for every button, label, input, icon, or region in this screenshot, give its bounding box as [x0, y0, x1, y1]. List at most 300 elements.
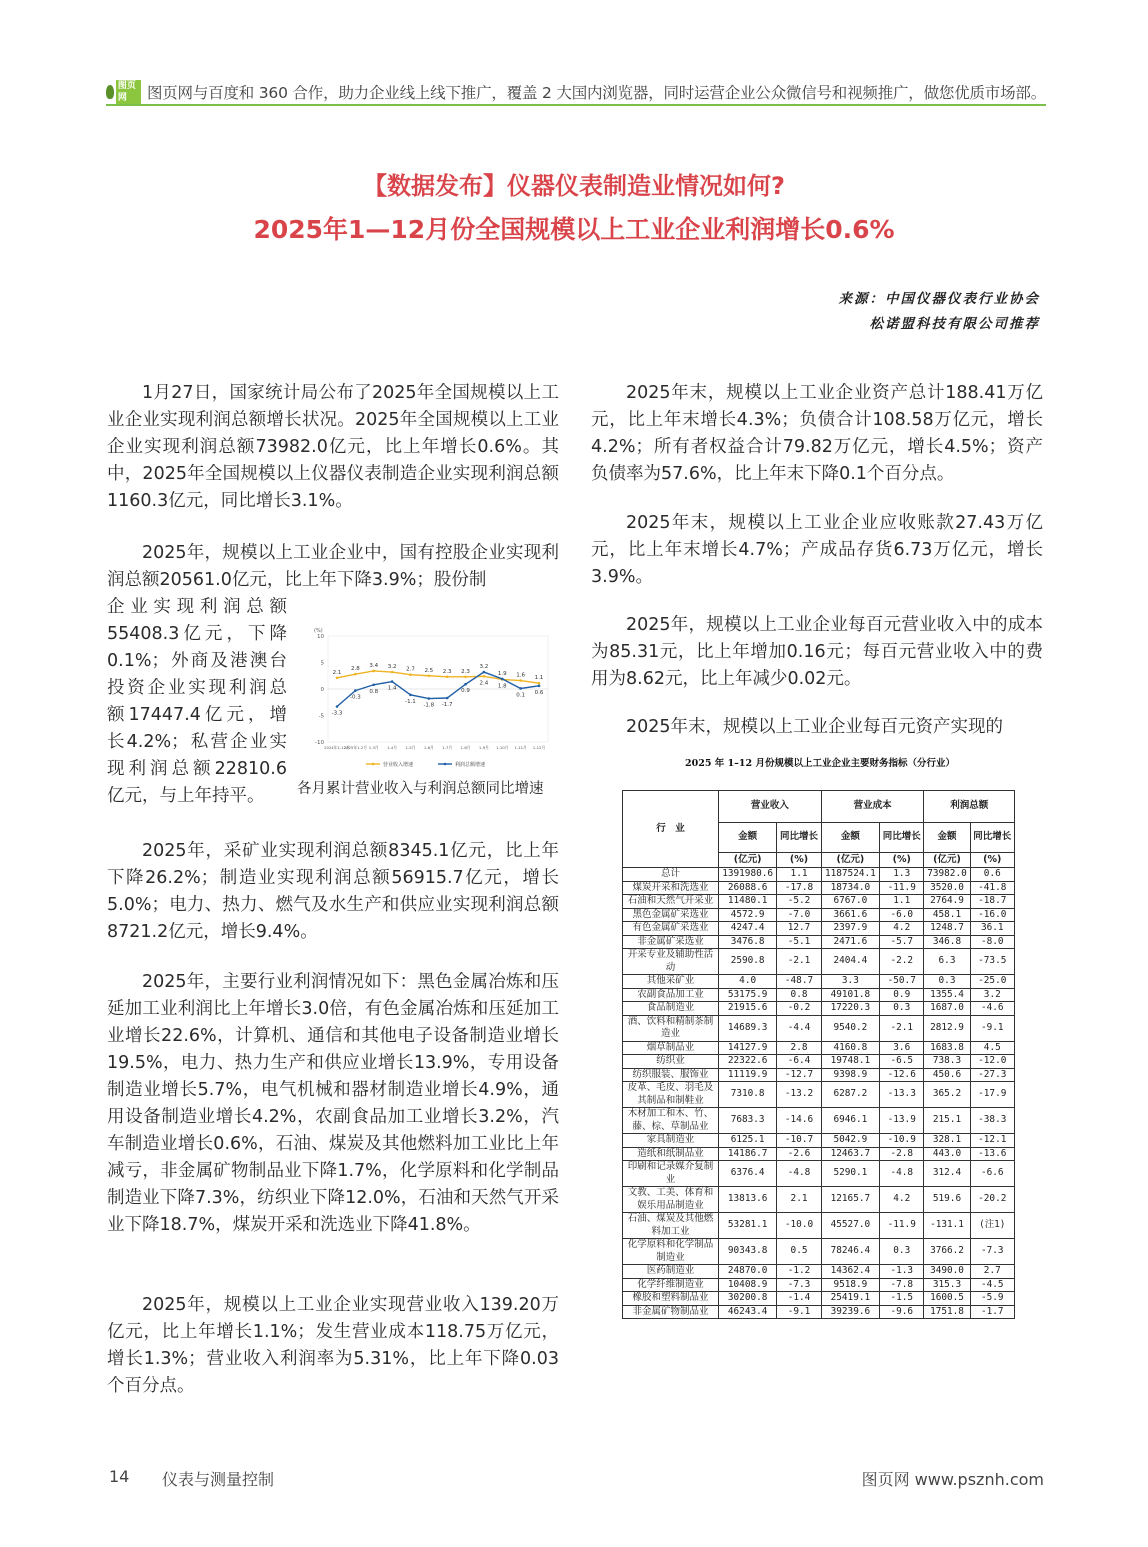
- value-cell: 6.3: [924, 949, 970, 975]
- leaf-icon: [106, 85, 114, 99]
- table-row: [623, 1213, 1015, 1239]
- value-cell: 312.4: [924, 1161, 970, 1187]
- industry-cell: 开采专业及辅助性活动: [623, 949, 719, 975]
- paragraph-line: 额17447.4亿元，增: [107, 705, 287, 725]
- value-cell: 12463.7: [821, 1147, 879, 1161]
- value-cell: 2.1: [777, 1187, 821, 1213]
- growth-line-chart: [304, 624, 556, 774]
- paragraph: 2025年，主要行业利润情况如下：黑色金属冶炼和压延加工业利润比上年增长3.0倍，有色金属冶炼和压延加工业增长22.6%，计算机、通信和其他电子设备制造业增长19.5%，电力、热力生产和供应业增长13.9%，专用设备制造业增长5.7%，电气机械和器材制造业增长4.9%，通用设备制造业增长4.2%，农副食品加工业增长3.2%，汽车制造业增长0.6%，石油、煤炭及其他燃料加工业比上年减亏，非金属矿物制品业下降1.7%，化学原料和化学制品制造业下降7.3%，纺织业下降12.0%，石油和天然气开采业下降18.7%，煤炭开采和洗选业下降41.8%。: [107, 972, 559, 1235]
- value-cell: 14362.4: [821, 1265, 879, 1279]
- amount-header: 金额: [719, 823, 777, 853]
- value-cell: 90343.8: [719, 1239, 777, 1265]
- svg-text:-10: -10: [315, 740, 324, 746]
- value-cell: -2.1: [777, 949, 821, 975]
- value-cell: -2.6: [777, 1147, 821, 1161]
- value-cell: -18.7: [970, 895, 1014, 909]
- value-cell: 9398.9: [821, 1068, 879, 1082]
- growth-header: 同比增长: [777, 823, 821, 853]
- industry-cell: 印刷和记录媒介复制业: [623, 1161, 719, 1187]
- svg-text:0.8: 0.8: [369, 688, 379, 695]
- value-cell: -6.4: [777, 1055, 821, 1069]
- industry-cell: 石油、煤炭及其他燃料加工业: [623, 1213, 719, 1239]
- svg-text:1.6: 1.6: [516, 672, 526, 679]
- svg-text:1-3月: 1-3月: [368, 745, 379, 750]
- value-cell: 0.8: [777, 988, 821, 1002]
- table-row: [623, 949, 1015, 975]
- value-cell: 0.6: [970, 868, 1014, 882]
- value-cell: -12.1: [970, 1134, 1014, 1148]
- value-cell: 2590.8: [719, 949, 777, 975]
- table-row: [623, 1278, 1015, 1292]
- value-cell: -5.1: [777, 935, 821, 949]
- svg-text:营业收入增速: 营业收入增速: [383, 762, 414, 768]
- article-source: 来源：中国仪器仪表行业协会: [838, 291, 1040, 307]
- value-cell: -4.8: [777, 1161, 821, 1187]
- industry-cell: 皮革、毛皮、羽毛及其制品和制鞋业: [623, 1082, 719, 1108]
- industry-cell: 酒、饮料和精制茶制造业: [623, 1015, 719, 1041]
- site-logo[interactable]: [106, 83, 141, 101]
- value-cell: 315.3: [924, 1278, 970, 1292]
- value-cell: 1751.8: [924, 1305, 970, 1319]
- value-cell: 21915.6: [719, 1002, 777, 1016]
- svg-text:2025年1-2月: 2025年1-2月: [343, 745, 368, 750]
- table-row: [623, 908, 1015, 922]
- value-cell: 4.0: [719, 975, 777, 989]
- paragraph-line: 55408.3亿元，下降: [107, 624, 287, 644]
- table-row: [623, 935, 1015, 949]
- value-cell: 2471.6: [821, 935, 879, 949]
- value-cell: 12.7: [777, 922, 821, 936]
- industry-cell: 纺织服装、服饰业: [623, 1068, 719, 1082]
- value-cell: 7683.3: [719, 1108, 777, 1134]
- industry-cell: 化学纤维制造业: [623, 1278, 719, 1292]
- value-cell: 4.5: [970, 1041, 1014, 1055]
- value-cell: 0.3: [880, 1002, 924, 1016]
- table-row: [623, 1134, 1015, 1148]
- journal-name: 仪表与测量控制: [162, 1470, 275, 1489]
- value-cell: -9.1: [970, 1015, 1014, 1041]
- table-row: [623, 1068, 1015, 1082]
- value-cell: -7.3: [970, 1239, 1014, 1265]
- value-cell: 458.1: [924, 908, 970, 922]
- growth-header: 同比增长: [970, 823, 1014, 853]
- paragraph: 2025年，规模以上工业企业每百元营业收入中的成本为85.31元，比上年增加0.16元；每百元营业收入中的费用为8.62元，比上年减少0.02元。: [591, 615, 1043, 689]
- svg-text:1.4: 1.4: [387, 685, 397, 692]
- value-cell: -50.7: [880, 975, 924, 989]
- table-row: [623, 881, 1015, 895]
- value-cell: 2812.9: [924, 1015, 970, 1041]
- value-cell: 14186.7: [719, 1147, 777, 1161]
- paragraph-line: 0.1%；外商及港澳台: [107, 651, 287, 671]
- industry-cell: 黑色金属矿采选业: [623, 908, 719, 922]
- svg-text:2.1: 2.1: [332, 669, 342, 676]
- top-banner: [106, 80, 1046, 106]
- industry-cell: 石油和天然气开采业: [623, 895, 719, 909]
- value-cell: -14.6: [777, 1108, 821, 1134]
- svg-text:1-8月: 1-8月: [460, 745, 471, 750]
- value-cell: 17220.3: [821, 1002, 879, 1016]
- industry-cell: 非金属矿采选业: [623, 935, 719, 949]
- value-cell: 3.3: [821, 975, 879, 989]
- svg-text:-5: -5: [318, 713, 324, 720]
- value-cell: 3661.6: [821, 908, 879, 922]
- value-cell: -6.0: [880, 908, 924, 922]
- value-cell: 11480.1: [719, 895, 777, 909]
- value-cell: 30200.8: [719, 1292, 777, 1306]
- value-cell: -1.7: [970, 1305, 1014, 1319]
- value-cell: 0.3: [880, 1239, 924, 1265]
- value-cell: -8.0: [970, 935, 1014, 949]
- value-cell: -11.9: [880, 1213, 924, 1239]
- value-cell: -5.2: [777, 895, 821, 909]
- value-cell: -41.8: [970, 881, 1014, 895]
- table-row: [623, 1041, 1015, 1055]
- value-cell: -6.5: [880, 1055, 924, 1069]
- value-cell: 1187524.1: [821, 868, 879, 882]
- value-cell: 346.8: [924, 935, 970, 949]
- svg-text:-3.3: -3.3: [331, 710, 343, 717]
- value-cell: -131.1: [924, 1213, 970, 1239]
- industry-cell: 医药制造业: [623, 1265, 719, 1279]
- value-cell: 6946.1: [821, 1108, 879, 1134]
- unit-label: (亿元): [924, 853, 970, 868]
- value-cell: 4.2: [880, 922, 924, 936]
- industry-cell: 造纸和纸制品业: [623, 1147, 719, 1161]
- industry-cell: 食品制造业: [623, 1002, 719, 1016]
- value-cell: 2404.4: [821, 949, 879, 975]
- value-cell: -17.9: [970, 1082, 1014, 1108]
- paragraph: 2025年末，规模以上工业企业资产总计188.41万亿元，比上年末增长4.3%；负债合计108.58万亿元，增长4.2%；所有者权益合计79.82万亿元，增长4.5%；资产负债率为57.6%，比上年末下降0.1个百分点。: [591, 383, 1043, 484]
- growth-header: 同比增长: [880, 823, 924, 853]
- svg-text:1-6月: 1-6月: [423, 745, 434, 750]
- value-cell: 328.1: [924, 1134, 970, 1148]
- value-cell: -12.7: [777, 1068, 821, 1082]
- value-cell: -13.9: [880, 1108, 924, 1134]
- value-cell: 25419.1: [821, 1292, 879, 1306]
- svg-text:0.1: 0.1: [516, 692, 526, 699]
- value-cell: -5.9: [970, 1292, 1014, 1306]
- value-cell: 12165.7: [821, 1187, 879, 1213]
- value-cell: 18734.0: [821, 881, 879, 895]
- paragraph-line: 现利润总额22810.6: [107, 759, 287, 779]
- table-row: [623, 1161, 1015, 1187]
- value-cell: 53281.1: [719, 1213, 777, 1239]
- value-cell: -9.6: [880, 1305, 924, 1319]
- svg-text:-1.7: -1.7: [441, 702, 453, 709]
- table-row: [623, 1292, 1015, 1306]
- value-cell: -4.5: [970, 1278, 1014, 1292]
- value-cell: 14689.3: [719, 1015, 777, 1041]
- value-cell: -10.9: [880, 1134, 924, 1148]
- article-recommender: 松诺盟科技有限公司推荐: [869, 316, 1040, 332]
- value-cell: 78246.4: [821, 1239, 879, 1265]
- paragraph: 2025年末，规模以上工业企业应收账款27.43万亿元，比上年末增长4.7%；产成品存货6.73万亿元，增长3.9%。: [591, 513, 1043, 587]
- value-cell: 46243.4: [719, 1305, 777, 1319]
- svg-text:利润总额增速: 利润总额增速: [455, 762, 486, 768]
- svg-text:2.8: 2.8: [350, 666, 360, 673]
- svg-text:-1.1: -1.1: [405, 698, 416, 705]
- value-cell: 1.1: [880, 895, 924, 909]
- value-cell: -25.0: [970, 975, 1014, 989]
- value-cell: -7.8: [880, 1278, 924, 1292]
- value-cell: -20.2: [970, 1187, 1014, 1213]
- value-cell: 3490.0: [924, 1265, 970, 1279]
- svg-text:-0.3: -0.3: [349, 694, 361, 701]
- value-cell: 215.1: [924, 1108, 970, 1134]
- value-cell: 5290.1: [821, 1161, 879, 1187]
- unit-label: (%): [970, 853, 1014, 868]
- table-body: [623, 868, 1015, 1319]
- unit-label: (亿元): [821, 853, 879, 868]
- svg-text:0.9: 0.9: [461, 688, 470, 695]
- paragraph-line: 企业实现利润总额: [107, 597, 287, 617]
- value-cell: 26088.6: [719, 881, 777, 895]
- value-cell: -1.5: [880, 1292, 924, 1306]
- value-cell: -7.0: [777, 908, 821, 922]
- table-row: [623, 1265, 1015, 1279]
- value-cell: 1391980.6: [719, 868, 777, 882]
- table-row: [623, 1108, 1015, 1134]
- paragraph-line: 长4.2%；私营企业实: [107, 732, 287, 752]
- amount-header: 金额: [924, 823, 970, 853]
- value-cell: -13.3: [880, 1082, 924, 1108]
- svg-text:1-7月: 1-7月: [442, 745, 453, 750]
- value-cell: 1.1: [777, 868, 821, 882]
- value-cell: -2.2: [880, 949, 924, 975]
- table-row: [623, 975, 1015, 989]
- value-cell: 0.5: [777, 1239, 821, 1265]
- value-cell: 4572.9: [719, 908, 777, 922]
- industry-cell: 非金属矿物制品业: [623, 1305, 719, 1319]
- value-cell: 1355.4: [924, 988, 970, 1002]
- value-cell: -38.3: [970, 1108, 1014, 1134]
- unit-label: (亿元): [719, 853, 777, 868]
- table-row: [623, 1187, 1015, 1213]
- value-cell: 3.6: [880, 1041, 924, 1055]
- value-cell: 39239.6: [821, 1305, 879, 1319]
- unit-label: (%): [777, 853, 821, 868]
- value-cell: 14127.9: [719, 1041, 777, 1055]
- value-cell: -4.8: [880, 1161, 924, 1187]
- value-cell: 738.3: [924, 1055, 970, 1069]
- value-cell: 0.3: [924, 975, 970, 989]
- value-cell: 443.0: [924, 1147, 970, 1161]
- industry-cell: 橡胶和塑料制品业: [623, 1292, 719, 1306]
- site-link[interactable]: 图页网 www.psznh.com: [861, 1470, 1044, 1489]
- svg-text:2.7: 2.7: [406, 666, 415, 673]
- svg-text:1.1: 1.1: [534, 675, 544, 682]
- svg-text:10: 10: [317, 634, 324, 640]
- table-row: [623, 1239, 1015, 1265]
- industry-cell: 总计: [623, 868, 719, 882]
- table-row: [623, 988, 1015, 1002]
- value-cell: -10.7: [777, 1134, 821, 1148]
- value-cell: -10.0: [777, 1213, 821, 1239]
- value-cell: -1.4: [777, 1292, 821, 1306]
- value-cell: -16.0: [970, 908, 1014, 922]
- paragraph-line: 投资企业实现利润总: [107, 678, 287, 698]
- value-cell: (注1): [970, 1213, 1014, 1239]
- svg-text:1.9: 1.9: [497, 670, 507, 677]
- value-cell: 9540.2: [821, 1015, 879, 1041]
- article-title: 【数据发布】仪器仪表制造业情况如何?: [363, 172, 785, 200]
- value-cell: 6767.0: [821, 895, 879, 909]
- svg-text:0.6: 0.6: [534, 689, 544, 696]
- amount-header: 金额: [821, 823, 879, 853]
- value-cell: -0.2: [777, 1002, 821, 1016]
- value-cell: 22322.6: [719, 1055, 777, 1069]
- industry-cell: 烟草制品业: [623, 1041, 719, 1055]
- unit-label: (%): [880, 853, 924, 868]
- value-cell: 450.6: [924, 1068, 970, 1082]
- value-cell: -6.6: [970, 1161, 1014, 1187]
- value-cell: -48.7: [777, 975, 821, 989]
- table-row: [623, 922, 1015, 936]
- value-cell: 5042.9: [821, 1134, 879, 1148]
- industry-cell: 化学原料和化学制品制造业: [623, 1239, 719, 1265]
- financial-indicators-table: [622, 790, 1015, 1319]
- svg-text:(%): (%): [314, 628, 323, 634]
- value-cell: 13813.6: [719, 1187, 777, 1213]
- value-cell: -2.8: [880, 1147, 924, 1161]
- value-cell: 3766.2: [924, 1239, 970, 1265]
- value-cell: -1.2: [777, 1265, 821, 1279]
- value-cell: 10408.9: [719, 1278, 777, 1292]
- group-header: 营业收入: [719, 791, 822, 823]
- value-cell: 0.9: [880, 988, 924, 1002]
- value-cell: -4.6: [970, 1002, 1014, 1016]
- svg-text:1-11月: 1-11月: [514, 745, 527, 750]
- group-header: 营业成本: [821, 791, 924, 823]
- value-cell: 9518.9: [821, 1278, 879, 1292]
- value-cell: 24870.0: [719, 1265, 777, 1279]
- banner-text: 图页网与百度和 360 合作，助力企业线上线下推广，覆盖 2 大国内浏览器，同时运营企业公众微信号和视频推广，做您优质市场部。: [146, 84, 1046, 102]
- table-title: 2025 年 1–12 月份规模以上工业企业主要财务指标（分行业）: [685, 758, 955, 769]
- value-cell: 1.3: [880, 868, 924, 882]
- value-cell: -13.6: [970, 1147, 1014, 1161]
- value-cell: 49101.8: [821, 988, 879, 1002]
- value-cell: 36.1: [970, 922, 1014, 936]
- value-cell: 1683.8: [924, 1041, 970, 1055]
- chart-canvas: [304, 624, 556, 774]
- value-cell: 2397.9: [821, 922, 879, 936]
- industry-cell: 农副食品加工业: [623, 988, 719, 1002]
- paragraph-line: 亿元，与上年持平。: [107, 786, 265, 806]
- value-cell: 2764.9: [924, 895, 970, 909]
- table-row: [623, 1055, 1015, 1069]
- value-cell: 365.2: [924, 1082, 970, 1108]
- svg-text:1-12月: 1-12月: [532, 745, 546, 750]
- value-cell: -27.3: [970, 1068, 1014, 1082]
- value-cell: 2.7: [970, 1265, 1014, 1279]
- value-cell: 11119.9: [719, 1068, 777, 1082]
- svg-text:2.3: 2.3: [461, 668, 470, 675]
- value-cell: -12.6: [880, 1068, 924, 1082]
- value-cell: 6287.2: [821, 1082, 879, 1108]
- industry-cell: 木材加工和木、竹、藤、棕、草制品业: [623, 1108, 719, 1134]
- svg-text:3.2: 3.2: [387, 664, 397, 671]
- value-cell: 4247.4: [719, 922, 777, 936]
- value-cell: -13.2: [777, 1082, 821, 1108]
- svg-text:0: 0: [320, 687, 324, 693]
- svg-text:3.4: 3.4: [369, 662, 379, 669]
- svg-text:1-10月: 1-10月: [496, 745, 509, 750]
- svg-text:1-9月: 1-9月: [478, 745, 489, 750]
- value-cell: 3476.8: [719, 935, 777, 949]
- table-row: [623, 1082, 1015, 1108]
- value-cell: 1248.7: [924, 922, 970, 936]
- svg-text:2.3: 2.3: [442, 668, 452, 675]
- value-cell: -7.3: [777, 1278, 821, 1292]
- value-cell: -5.7: [880, 935, 924, 949]
- svg-text:2.5: 2.5: [424, 667, 434, 674]
- value-cell: 73982.0: [924, 868, 970, 882]
- value-cell: 1600.5: [924, 1292, 970, 1306]
- value-cell: -2.1: [880, 1015, 924, 1041]
- table-row: [623, 868, 1015, 882]
- value-cell: 4.2: [880, 1187, 924, 1213]
- svg-text:1.8: 1.8: [497, 683, 507, 690]
- industry-cell: 其他采矿业: [623, 975, 719, 989]
- industry-cell: 纺织业: [623, 1055, 719, 1069]
- svg-text:-1.8: -1.8: [423, 702, 435, 709]
- table-row: [623, 1015, 1015, 1041]
- page-number: 14: [109, 1467, 130, 1486]
- chart-caption: 各月累计营业收入与利润总额同比增速: [297, 781, 544, 797]
- value-cell: -17.8: [777, 881, 821, 895]
- paragraph: 1月27日，国家统计局公布了2025年全国规模以上工业企业实现利润总额增长状况。2025年全国规模以上工业企业实现利润总额73982.0亿元，比上年增长0.6%。其中，2025年全国规模以上仪器仪表制造企业实现利润总额1160.3亿元，同比增长3.1%。: [107, 383, 559, 511]
- value-cell: -11.9: [880, 881, 924, 895]
- table-row: [623, 1305, 1015, 1319]
- svg-text:3.2: 3.2: [479, 664, 489, 671]
- paragraph: 2025年，采矿业实现利润总额8345.1亿元，比上年下降26.2%；制造业实现利润总额56915.7亿元，增长5.0%；电力、热力、燃气及水生产和供应业实现利润总额8721.2亿元，增长9.4%。: [107, 841, 559, 942]
- table-row: [623, 1147, 1015, 1161]
- value-cell: -73.5: [970, 949, 1014, 975]
- paragraph: 2025年，规模以上工业企业中，国有控股企业实现利润总额20561.0亿元，比上年下降3.9%；股份制: [107, 543, 559, 590]
- industry-cell: 煤炭开采和洗选业: [623, 881, 719, 895]
- value-cell: 3520.0: [924, 881, 970, 895]
- value-cell: 2.8: [777, 1041, 821, 1055]
- value-cell: 6376.4: [719, 1161, 777, 1187]
- value-cell: -1.3: [880, 1265, 924, 1279]
- logo-text: 图页网: [116, 80, 141, 104]
- value-cell: 4160.8: [821, 1041, 879, 1055]
- value-cell: 45527.0: [821, 1213, 879, 1239]
- paragraph: 2025年，规模以上工业企业实现营业收入139.20万亿元，比上年增长1.1%；发生营业成本118.75万亿元，增长1.3%；营业收入利润率为5.31%，比上年下降0.03个百分点。: [107, 1295, 559, 1396]
- article-subtitle: 2025年1—12月份全国规模以上工业企业利润增长0.6%: [253, 215, 895, 244]
- paragraph: 2025年末，规模以上工业企业每百元资产实现的: [626, 717, 1004, 737]
- group-header: 利润总额: [924, 791, 1015, 823]
- industry-cell: 文教、工美、体育和娱乐用品制造业: [623, 1187, 719, 1213]
- industry-header: 行 业: [623, 791, 719, 868]
- value-cell: 6125.1: [719, 1134, 777, 1148]
- table-row: [623, 895, 1015, 909]
- svg-text:1-4月: 1-4月: [387, 745, 398, 750]
- value-cell: 7310.8: [719, 1082, 777, 1108]
- industry-cell: 有色金属矿采选业: [623, 922, 719, 936]
- value-cell: 1687.0: [924, 1002, 970, 1016]
- value-cell: -12.0: [970, 1055, 1014, 1069]
- table-row: [623, 1002, 1015, 1016]
- value-cell: -4.4: [777, 1015, 821, 1041]
- svg-text:5: 5: [320, 660, 324, 667]
- value-cell: 53175.9: [719, 988, 777, 1002]
- industry-cell: 家具制造业: [623, 1134, 719, 1148]
- svg-text:2024年1-12月: 2024年1-12月: [324, 745, 350, 750]
- svg-text:2.4: 2.4: [479, 680, 489, 687]
- value-cell: -9.1: [777, 1305, 821, 1319]
- value-cell: 19748.1: [821, 1055, 879, 1069]
